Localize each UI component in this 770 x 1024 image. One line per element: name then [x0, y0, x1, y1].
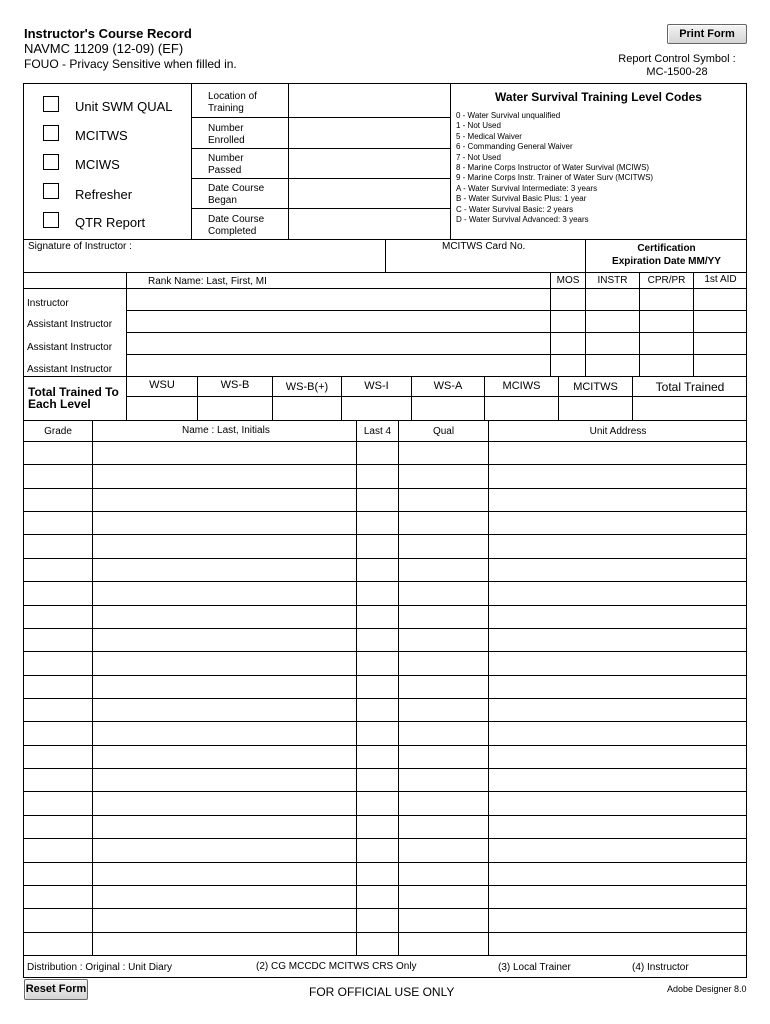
unit-address-cell[interactable] [490, 513, 746, 533]
ws-b-plus-total-field[interactable] [274, 398, 340, 418]
unit-address-cell[interactable] [490, 677, 746, 697]
table-row-divider [23, 721, 747, 722]
name-cell[interactable] [94, 770, 355, 790]
col-ws-b-plus: WS-B(+) [285, 381, 329, 393]
unit-address-cell[interactable] [490, 443, 746, 463]
last4-cell[interactable] [358, 560, 397, 580]
report-control-label: Report Control Symbol : [618, 53, 736, 65]
table-row-divider [23, 488, 747, 489]
table-row-divider [23, 675, 747, 676]
name-cell[interactable] [94, 653, 355, 673]
name-cell[interactable] [94, 700, 355, 720]
qual-cell[interactable] [400, 817, 487, 837]
number-enrolled-label: Number Enrolled [208, 123, 245, 146]
col-mciws: MCIWS [502, 380, 541, 392]
code-item: 9 - Marine Corps Instr. Trainer of Water Surv (MCITWS) [456, 173, 654, 183]
qual-cell[interactable] [400, 630, 487, 650]
code-item: 8 - Marine Corps Instructor of Water Survival (MCIWS) [456, 163, 650, 173]
last4-cell[interactable] [358, 864, 397, 884]
table-row-divider [23, 651, 747, 652]
table-row-divider [23, 932, 747, 933]
grade-cell[interactable] [25, 677, 91, 697]
qual-cell[interactable] [400, 864, 487, 884]
grade-cell[interactable] [25, 840, 91, 860]
qual-cell[interactable] [400, 607, 487, 627]
name-cell[interactable] [94, 840, 355, 860]
total-trained-field[interactable] [634, 398, 746, 418]
unit-address-cell[interactable] [490, 817, 746, 837]
table-column-divider [92, 420, 93, 955]
unit-address-cell[interactable] [490, 840, 746, 860]
table-row-divider [23, 745, 747, 746]
table-row-divider [23, 581, 747, 582]
qual-cell[interactable] [400, 700, 487, 720]
col-total-trained: Total Trained [655, 380, 725, 394]
grade-cell[interactable] [25, 723, 91, 743]
code-item: 1 - Not Used [456, 121, 501, 131]
name-cell[interactable] [94, 443, 355, 463]
grade-cell[interactable] [25, 817, 91, 837]
last4-cell[interactable] [358, 700, 397, 720]
assistant-row-label: Assistant Instructor [27, 319, 113, 330]
name-cell[interactable] [94, 934, 355, 954]
last4-cell[interactable] [358, 653, 397, 673]
last4-cell[interactable] [358, 443, 397, 463]
last4-cell[interactable] [358, 536, 397, 556]
code-item: B - Water Survival Basic Plus: 1 year [456, 194, 587, 204]
expiration-label: Expiration Date MM/YY [612, 256, 721, 267]
name-cell[interactable] [94, 793, 355, 813]
name-cell[interactable] [94, 864, 355, 884]
form-number: NAVMC 11209 (12-09) (EF) [24, 41, 184, 56]
unit-address-cell[interactable] [490, 910, 746, 930]
last4-cell[interactable] [358, 583, 397, 603]
codes-list [456, 111, 653, 225]
qual-cell[interactable] [400, 934, 487, 954]
date-completed-field[interactable] [290, 210, 448, 237]
date-began-field[interactable] [290, 180, 448, 206]
last4-cell[interactable] [358, 607, 397, 627]
last4-cell[interactable] [358, 630, 397, 650]
col-last4: Last 4 [363, 426, 392, 437]
qual-cell[interactable] [400, 793, 487, 813]
designer-note: Adobe Designer 8.0 [667, 984, 747, 994]
col-cpr: CPR/PR [647, 275, 686, 286]
form-title: Instructor's Course Record [24, 26, 192, 41]
name-cell[interactable] [94, 513, 355, 533]
distribution-original: Distribution : Original : Unit Diary [27, 962, 173, 973]
name-cell[interactable] [94, 583, 355, 603]
code-item: C - Water Survival Basic: 2 years [456, 204, 574, 214]
instructor-row-label: Instructor [27, 298, 69, 309]
code-item: D - Water Survival Advanced: 3 years [456, 215, 589, 225]
table-row-divider [23, 838, 747, 839]
grade-cell[interactable] [25, 583, 91, 603]
name-cell[interactable] [94, 490, 355, 510]
col-mcitws: MCITWS [573, 381, 618, 393]
mcitws-total-field[interactable] [560, 398, 631, 418]
total-trained-label-2: Each Level [28, 397, 91, 411]
table-row-divider [23, 768, 747, 769]
grade-cell[interactable] [25, 466, 91, 486]
report-control-value: MC-1500-28 [646, 66, 708, 78]
date-completed-label: Date Course Completed [208, 214, 265, 237]
col-mos: MOS [556, 275, 580, 286]
certification-label: Certification [637, 243, 696, 254]
ws-a-total-field[interactable] [413, 398, 483, 418]
code-item: 0 - Water Survival unqualified [456, 111, 561, 120]
name-cell[interactable] [94, 630, 355, 650]
col-grade: Grade [44, 426, 72, 437]
unit-address-cell[interactable] [490, 536, 746, 556]
total-trained-label-1: Total Trained To [28, 385, 119, 399]
last4-cell[interactable] [358, 723, 397, 743]
qual-cell[interactable] [400, 770, 487, 790]
table-row-divider [23, 908, 747, 909]
unit-address-cell[interactable] [490, 560, 746, 580]
table-column-divider [356, 420, 357, 955]
unit-address-cell[interactable] [490, 490, 746, 510]
grade-cell[interactable] [25, 443, 91, 463]
refresher-label: Refresher [75, 187, 133, 202]
location-label: Location of Training [208, 91, 257, 114]
code-item: A - Water Survival Intermediate: 3 years [456, 183, 598, 193]
mciws-total-field[interactable] [486, 398, 557, 418]
print-form-button[interactable]: Print Form [667, 24, 747, 44]
col-ws-a: WS-A [433, 380, 463, 392]
last4-cell[interactable] [358, 466, 397, 486]
distribution-cg: (2) CG MCCDC MCITWS CRS Only [256, 961, 417, 972]
grade-cell[interactable] [25, 700, 91, 720]
col-rank-name: Rank Name: Last, First, MI [148, 276, 267, 287]
signature-field[interactable] [28, 254, 383, 270]
qual-cell[interactable] [400, 747, 487, 767]
wsu-total-field[interactable] [128, 398, 196, 418]
number-enrolled-field[interactable] [290, 119, 448, 146]
assistant-row-label: Assistant Instructor [27, 364, 113, 375]
table-row-divider [23, 464, 747, 465]
table-row-divider [23, 815, 747, 816]
distribution-local-trainer: (3) Local Trainer [498, 962, 571, 973]
table-row-divider [23, 698, 747, 699]
grade-cell[interactable] [25, 560, 91, 580]
table-row-divider [23, 791, 747, 792]
table-row-divider [23, 628, 747, 629]
card-number-label: MCITWS Card No. [442, 241, 526, 252]
unit-address-cell[interactable] [490, 466, 746, 486]
last4-cell[interactable] [358, 887, 397, 907]
grade-cell[interactable] [25, 887, 91, 907]
mcitws-label: MCITWS [75, 128, 128, 143]
col-qual: Qual [432, 426, 455, 437]
last4-cell[interactable] [358, 490, 397, 510]
mcitws-checkbox[interactable] [43, 125, 59, 141]
table-column-divider [398, 420, 399, 955]
code-item: 5 - Medical Waiver [456, 131, 522, 141]
unit-address-cell[interactable] [490, 770, 746, 790]
codes-title: Water Survival Training Level Codes [495, 90, 702, 104]
unit-swm-qual-checkbox[interactable] [43, 96, 59, 112]
qual-cell[interactable] [400, 840, 487, 860]
unit-address-cell[interactable] [490, 747, 746, 767]
ws-b-total-field[interactable] [199, 398, 271, 418]
unit-address-cell[interactable] [490, 700, 746, 720]
unit-address-cell[interactable] [490, 653, 746, 673]
unit-swm-qual-label: Unit SWM QUAL [75, 99, 173, 114]
name-cell[interactable] [94, 536, 355, 556]
qual-cell[interactable] [400, 677, 487, 697]
location-field[interactable] [290, 86, 448, 115]
grade-cell[interactable] [25, 747, 91, 767]
name-cell[interactable] [94, 607, 355, 627]
table-row-divider [23, 885, 747, 886]
unit-address-cell[interactable] [490, 793, 746, 813]
qual-cell[interactable] [400, 466, 487, 486]
signature-label: Signature of Instructor : [28, 241, 132, 252]
last4-cell[interactable] [358, 840, 397, 860]
unit-address-cell[interactable] [490, 934, 746, 954]
qtr-report-label: QTR Report [75, 215, 146, 230]
last4-cell[interactable] [358, 793, 397, 813]
code-item: 6 - Commanding General Waiver [456, 142, 573, 152]
qtr-report-checkbox[interactable] [43, 212, 59, 228]
unit-address-cell[interactable] [490, 607, 746, 627]
distribution-instructor: (4) Instructor [632, 962, 689, 973]
qual-cell[interactable] [400, 887, 487, 907]
last4-cell[interactable] [358, 747, 397, 767]
unit-address-cell[interactable] [490, 723, 746, 743]
last4-cell[interactable] [358, 677, 397, 697]
assistant-row-label: Assistant Instructor [27, 342, 113, 353]
name-cell[interactable] [94, 817, 355, 837]
col-wsu: WSU [149, 379, 175, 391]
unit-address-cell[interactable] [490, 583, 746, 603]
mciws-label: MCIWS [75, 157, 120, 172]
qual-cell[interactable] [400, 536, 487, 556]
grade-cell[interactable] [25, 513, 91, 533]
qual-cell[interactable] [400, 560, 487, 580]
grade-cell[interactable] [25, 490, 91, 510]
col-first-aid: 1st AID [704, 274, 737, 285]
last4-cell[interactable] [358, 817, 397, 837]
grade-cell[interactable] [25, 910, 91, 930]
grade-cell[interactable] [25, 934, 91, 954]
table-row-divider [23, 511, 747, 512]
official-use-notice: FOR OFFICIAL USE ONLY [309, 985, 455, 999]
qual-cell[interactable] [400, 910, 487, 930]
reset-form-button[interactable]: Reset Form [24, 979, 88, 1000]
grade-cell[interactable] [25, 793, 91, 813]
qual-cell[interactable] [400, 443, 487, 463]
qual-cell[interactable] [400, 653, 487, 673]
table-row-divider [23, 534, 747, 535]
name-cell[interactable] [94, 466, 355, 486]
col-ws-i: WS-I [364, 380, 389, 392]
refresher-checkbox[interactable] [43, 183, 59, 199]
qual-cell[interactable] [400, 583, 487, 603]
card-number-field[interactable] [390, 254, 582, 270]
unit-address-cell[interactable] [490, 887, 746, 907]
grade-cell[interactable] [25, 630, 91, 650]
table-row-divider [23, 605, 747, 606]
grade-cell[interactable] [25, 770, 91, 790]
name-cell[interactable] [94, 887, 355, 907]
ws-i-total-field[interactable] [343, 398, 410, 418]
qual-cell[interactable] [400, 513, 487, 533]
grade-cell[interactable] [25, 653, 91, 673]
last4-cell[interactable] [358, 770, 397, 790]
col-ws-b: WS-B [220, 379, 250, 391]
fouo-notice: FOUO - Privacy Sensitive when filled in. [24, 57, 237, 71]
qual-cell[interactable] [400, 490, 487, 510]
col-instr: INSTR [597, 275, 628, 286]
col-unit-address: Unit Address [589, 426, 647, 437]
name-cell[interactable] [94, 560, 355, 580]
code-item: 7 - Not Used [456, 152, 501, 162]
mciws-checkbox[interactable] [43, 154, 59, 170]
grade-cell[interactable] [25, 607, 91, 627]
last4-cell[interactable] [358, 513, 397, 533]
name-cell[interactable] [94, 747, 355, 767]
table-row-divider [23, 558, 747, 559]
last4-cell[interactable] [358, 934, 397, 954]
grade-cell[interactable] [25, 864, 91, 884]
table-column-divider [488, 420, 489, 955]
name-cell[interactable] [94, 723, 355, 743]
unit-address-cell[interactable] [490, 630, 746, 650]
last4-cell[interactable] [358, 910, 397, 930]
name-cell[interactable] [94, 677, 355, 697]
table-row-divider [23, 862, 747, 863]
col-student-name: Name : Last, Initials [182, 425, 270, 436]
number-passed-label: Number Passed [208, 153, 244, 176]
name-cell[interactable] [94, 910, 355, 930]
qual-cell[interactable] [400, 723, 487, 743]
number-passed-field[interactable] [290, 150, 448, 176]
unit-address-cell[interactable] [490, 864, 746, 884]
date-began-label: Date Course Began [208, 183, 265, 206]
grade-cell[interactable] [25, 536, 91, 556]
